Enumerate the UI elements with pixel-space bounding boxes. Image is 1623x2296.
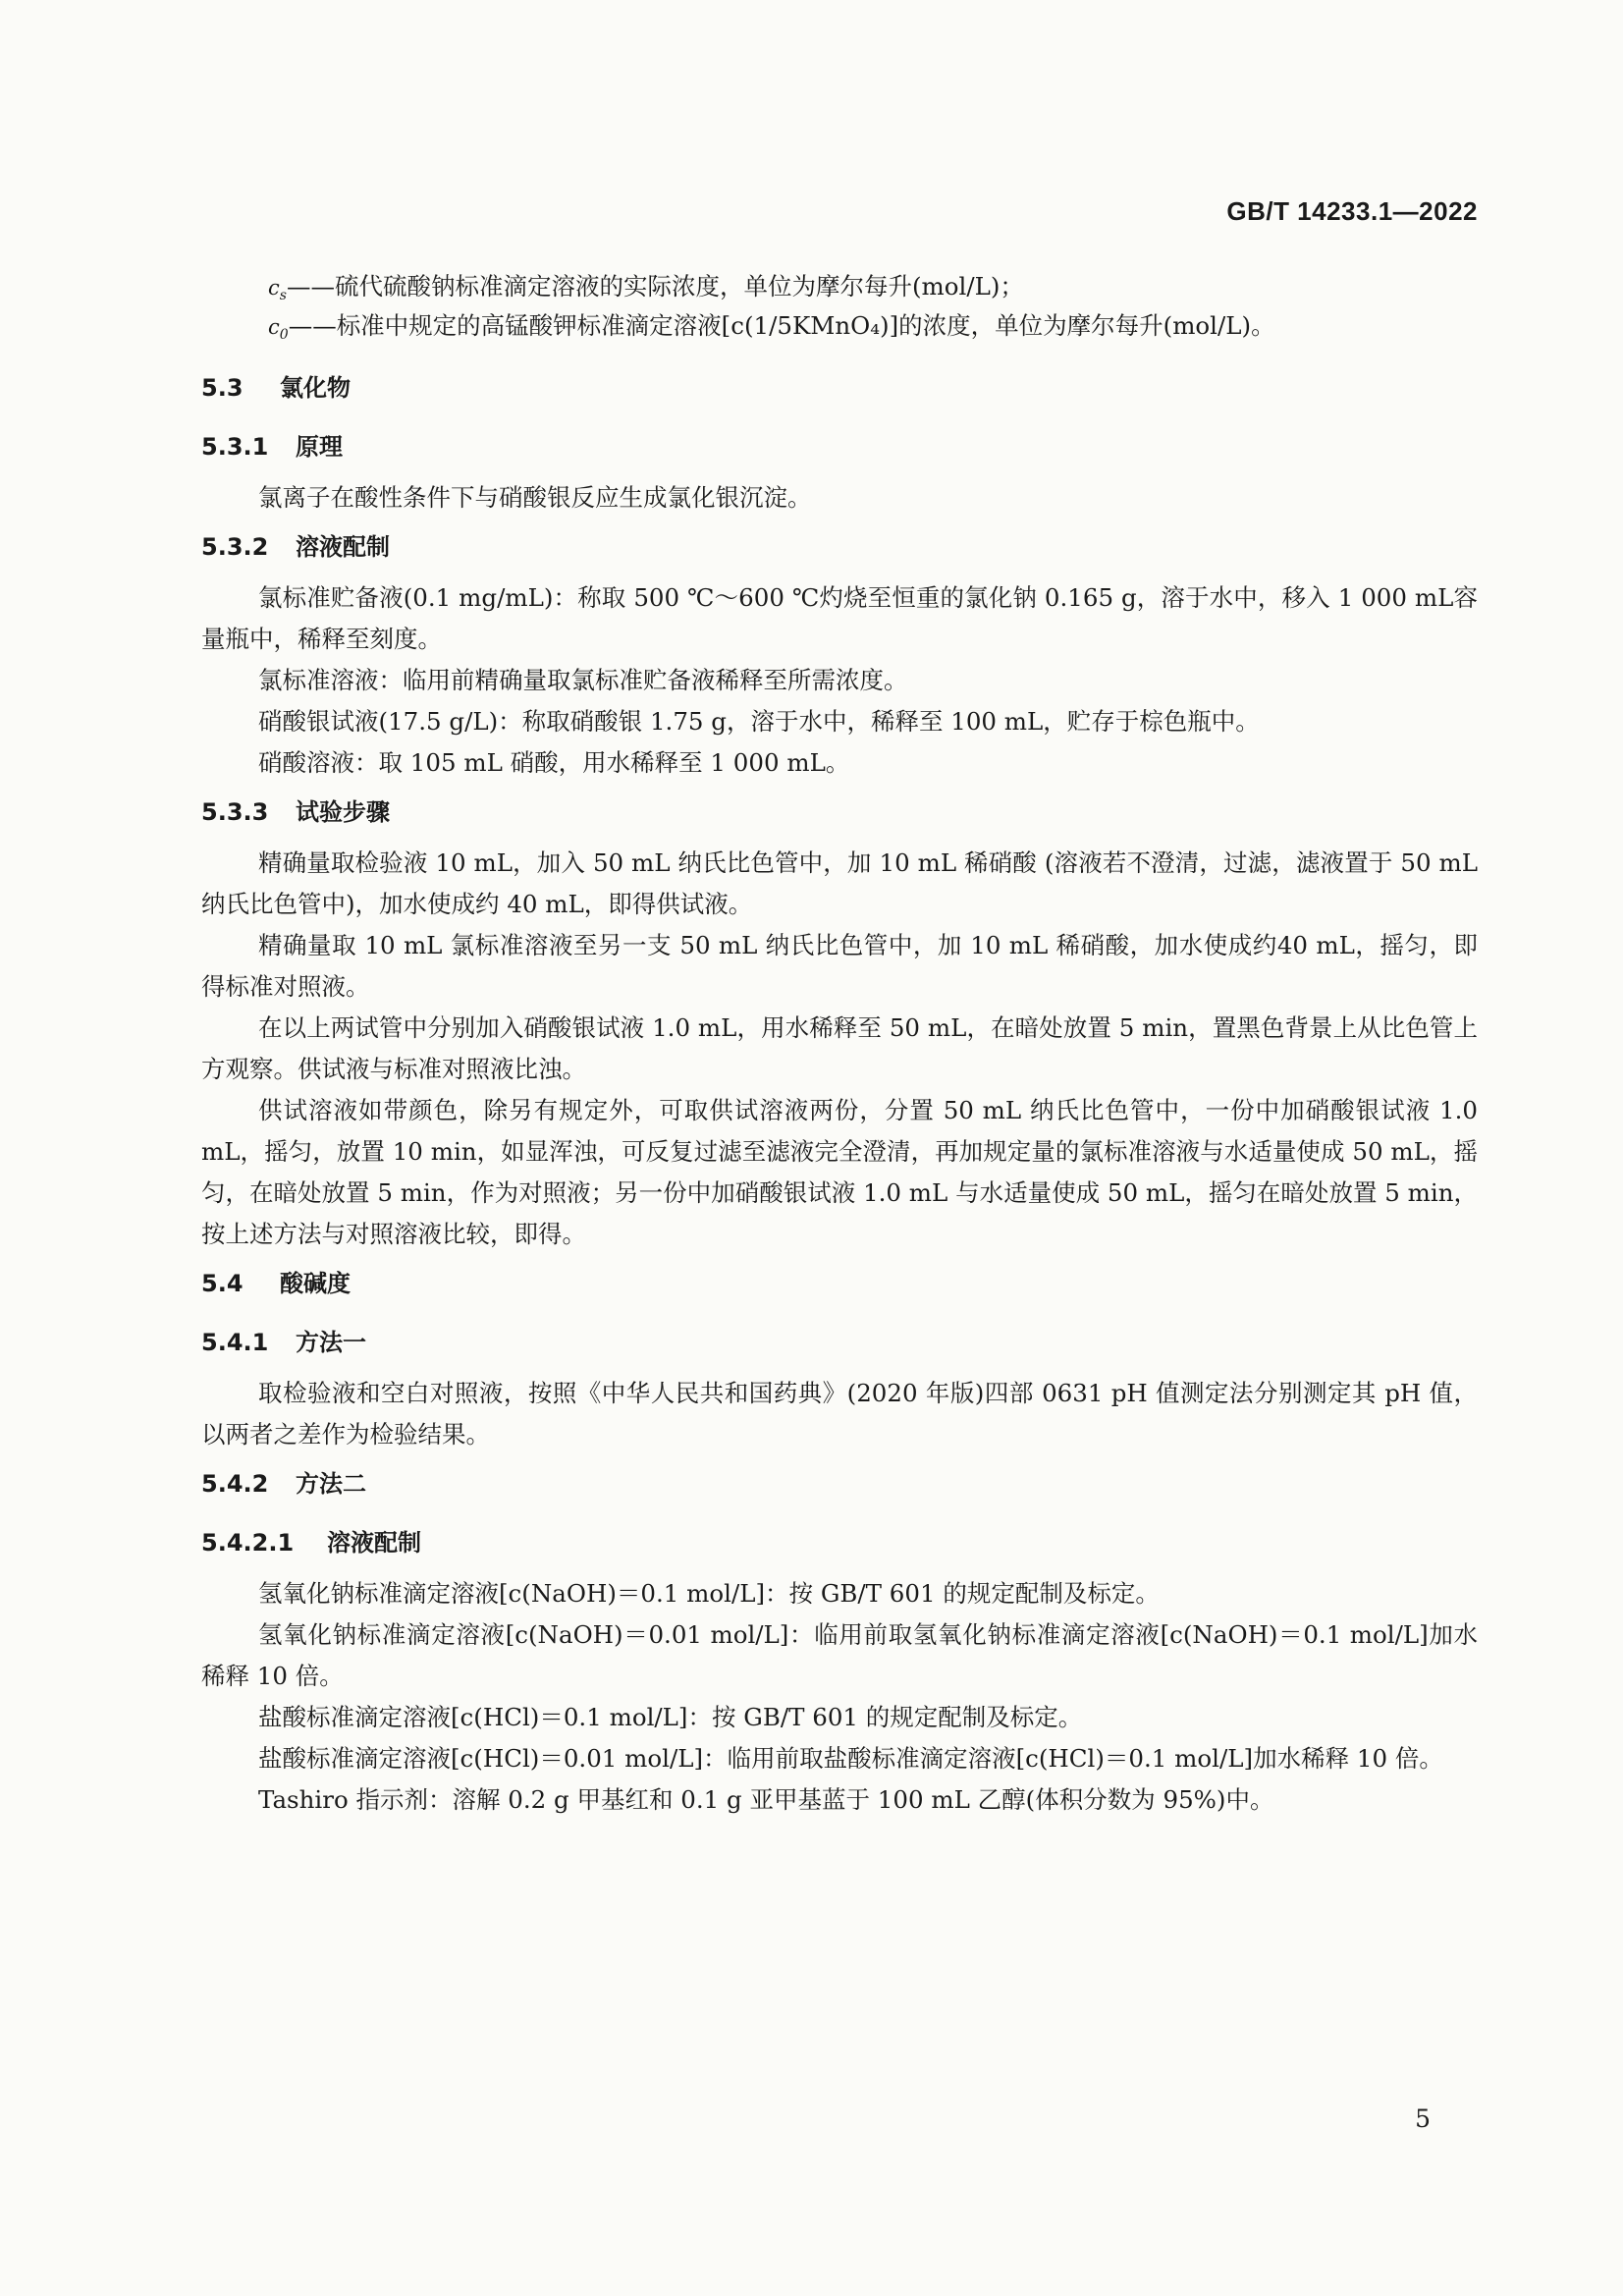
heading-5-3-3: 5.3.3 试验步骤 (201, 798, 390, 826)
standard-code: GB/T 14233.1—2022 (1226, 196, 1478, 226)
paragraph: 供试溶液如带颜色，除另有规定外，可取供试溶液两份，分置 50 mL 纳氏比色管中，一份中加硝酸银试液 1.0 mL，摇匀，放置 10 min，如显浑浊，可反复过滤至滤液完全澄清，再加规定量的氯标准溶液与水适量使成 50 mL，摇匀，在暗处放置 5 min，作为对照液；另一份中加硝酸银试液 1.0 mL 与水适量使成 50 mL，摇匀在暗处放置 5 min，按上述方法与对照溶液比较，即得。 (201, 1096, 1478, 1248)
paragraph: Tashiro 指示剂：溶解 0.2 g 甲基红和 0.1 g 亚甲基蓝于 100 mL 乙醇(体积分数为 95%)中。 (258, 1785, 1274, 1814)
paragraph: 精确量取检验液 10 mL，加入 50 mL 纳氏比色管中，加 10 mL 稀硝酸 (溶液若不澄清，过滤，滤液置于 50 mL 纳氏比色管中)，加水使成约 40 mL，即得供试液。 (201, 848, 1478, 918)
heading-5-3-1: 5.3.1 原理 (201, 433, 343, 461)
paragraph: 氢氧化钠标准滴定溶液[c(NaOH)＝0.01 mol/L]：临用前取氢氧化钠标准滴定溶液[c(NaOH)＝0.1 mol/L]加水稀释 10 倍。 (201, 1620, 1478, 1690)
paragraph: 硝酸银试液(17.5 g/L)：称取硝酸银 1.75 g，溶于水中，稀释至 100 mL，贮存于棕色瓶中。 (258, 707, 1260, 736)
definition-cs (268, 267, 1478, 306)
heading-5-4-1: 5.4.1 方法一 (201, 1329, 366, 1356)
paragraph: 盐酸标准滴定溶液[c(HCl)＝0.1 mol/L]：按 GB/T 601 的规定配制及标定。 (258, 1703, 1083, 1731)
paragraph: 氯标准溶液：临用前精确量取氯标准贮备液稀释至所需浓度。 (258, 666, 908, 694)
heading-5-4-2-1: 5.4.2.1 溶液配制 (201, 1529, 421, 1557)
definition-text: ——标准中规定的高锰酸钾标准滴定溶液[c(1/5KMnO₄)]的浓度，单位为摩尔每升(mol/L)。 (288, 311, 1275, 340)
paragraph: 氯离子在酸性条件下与硝酸银反应生成氯化银沉淀。 (258, 483, 812, 512)
paragraph: 硝酸溶液：取 105 mL 硝酸，用水稀释至 1 000 mL。 (258, 748, 850, 777)
paragraph: 氯标准贮备液(0.1 mg/mL)：称取 500 ℃～600 ℃灼烧至恒重的氯化钠 0.165 g，溶于水中，移入 1 000 mL容量瓶中，稀释至刻度。 (201, 583, 1478, 653)
paragraph: 取检验液和空白对照液，按照《中华人民共和国药典》(2020 年版)四部 0631 pH 值测定法分别测定其 pH 值，以两者之差作为检验结果。 (201, 1379, 1478, 1449)
paragraph: 在以上两试管中分别加入硝酸银试液 1.0 mL，用水稀释至 50 mL，在暗处放置 5 min，置黑色背景上从比色管上方观察。供试液与标准对照液比浊。 (201, 1013, 1478, 1083)
page-body (201, 267, 1478, 1821)
heading-5-3-2: 5.3.2 溶液配制 (201, 533, 390, 561)
symbol-cs: $c_s$ (268, 276, 287, 304)
paragraph: 精确量取 10 mL 氯标准溶液至另一支 50 mL 纳氏比色管中，加 10 mL 稀硝酸，加水使成约40 mL，摇匀，即得标准对照液。 (201, 931, 1478, 1001)
heading-5-4: 5.4 酸碱度 (201, 1270, 351, 1297)
symbol-c0: $c_0$ (268, 315, 289, 344)
page-number: 5 (1415, 2105, 1431, 2133)
paragraph: 氢氧化钠标准滴定溶液[c(NaOH)＝0.1 mol/L]：按 GB/T 601 的规定配制及标定。 (258, 1579, 1160, 1608)
heading-5-3: 5.3 氯化物 (201, 374, 351, 402)
definition-c0 (268, 306, 1478, 346)
definition-text: ——硫代硫酸钠标准滴定溶液的实际浓度，单位为摩尔每升(mol/L)； (286, 272, 1024, 301)
heading-5-4-2: 5.4.2 方法二 (201, 1470, 366, 1498)
paragraph: 盐酸标准滴定溶液[c(HCl)＝0.01 mol/L]：临用前取盐酸标准滴定溶液[c(HCl)＝0.1 mol/L]加水稀释 10 倍。 (258, 1744, 1443, 1773)
